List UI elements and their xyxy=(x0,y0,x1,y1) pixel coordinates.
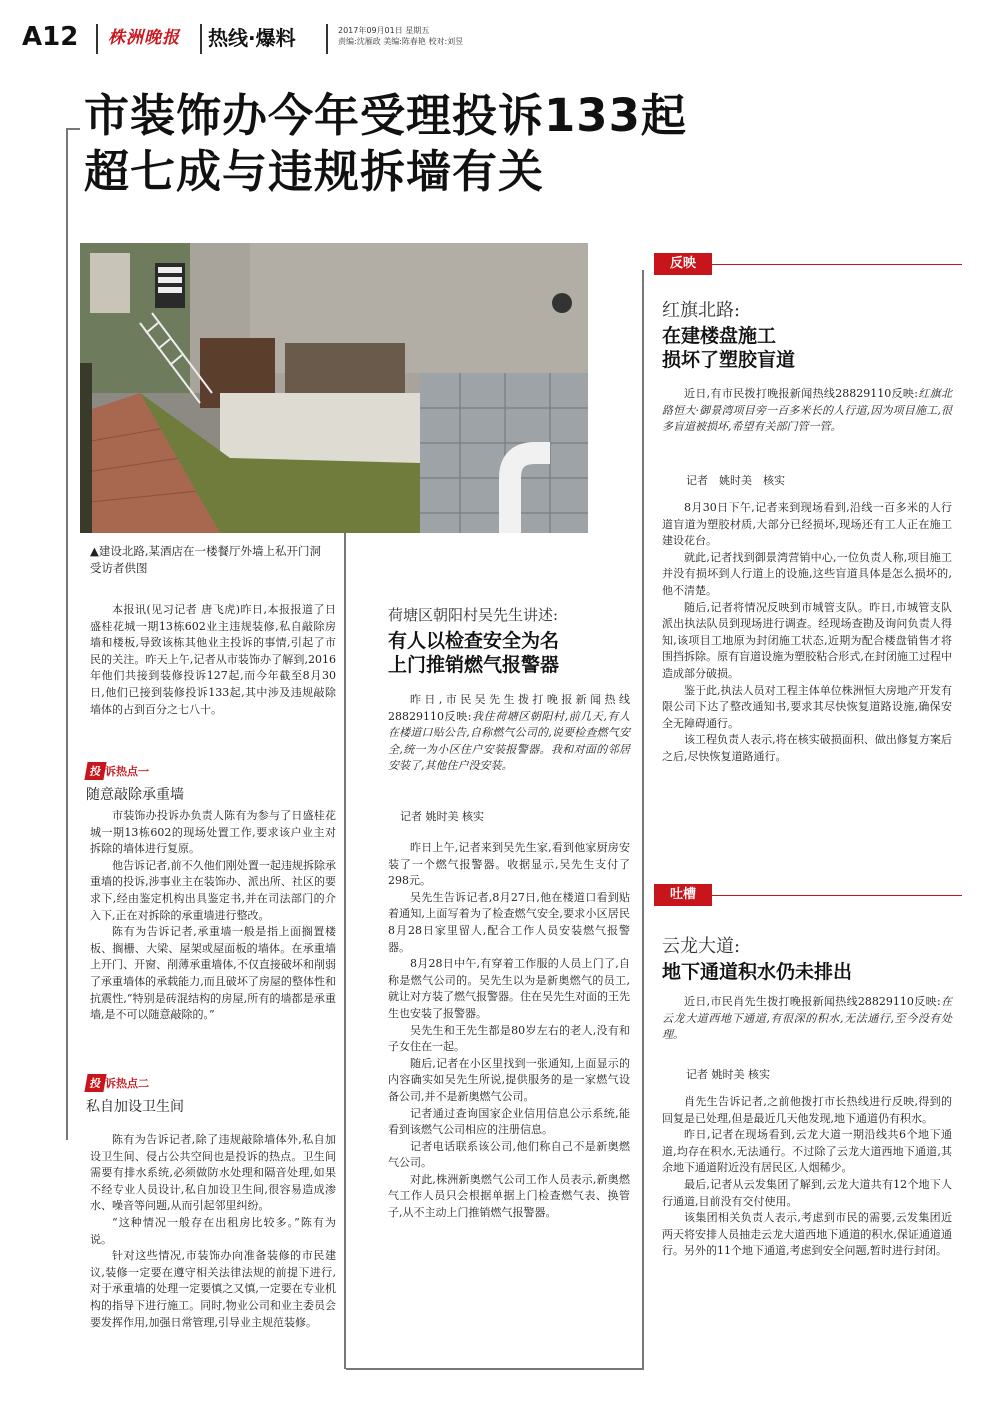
subhead-label: 诉热点一 xyxy=(105,765,149,778)
subhead-tag: 投 xyxy=(84,762,106,780)
paragraph: 鉴于此,执法人员对工程主体单位株洲恒大房地产开发有限公司下达了整改通知书,要求其尽快恢复道路设施,确保安全无障碍通行。 xyxy=(662,683,952,730)
right-top-body xyxy=(662,500,952,766)
byline: 记者 姚时美 核实 xyxy=(686,474,785,487)
main-story-section-1 xyxy=(90,808,336,1024)
byline: 记者 姚时美 核实 xyxy=(686,1068,770,1081)
paragraph: 随后,记者在小区里找到一张通知,上面显示的内容确实如吴先生所说,提供服务的是一家燃气设备公司,并不是新奥燃气公司。 xyxy=(388,1056,630,1103)
header-divider xyxy=(96,24,98,54)
complaint-quote: 在云龙大道西地下通道,有很深的积水,无法通行,至今没有处理。 xyxy=(662,995,952,1042)
header-divider xyxy=(200,24,202,54)
story-kicker: 红旗北路: xyxy=(662,300,741,321)
subhead-label: 诉热点二 xyxy=(105,1077,149,1090)
paragraph: 昨日,记者在现场看到,云龙大道一期沿线共6个地下通道,均存在积水,无法通行。不过除了云龙大道西地下通道,其余地下通道附近没有居民区,人烟稀少。 xyxy=(662,1128,952,1175)
paragraph: 记者电话联系该公司,他们称自己不是新奥燃气公司。 xyxy=(388,1139,630,1170)
paragraph: 吴先生告诉记者,8月27日,他在楼道口看到贴着通知,上面写着为了检查燃气安全,要求小区居民8月28日家里留人,配合工作人员安装燃气报警器。 xyxy=(388,890,630,954)
main-story-lead-text: 本报讯(见习记者 唐飞虎)昨日,本报报道了日盛桂花城一期13栋602业主违规装修,私自敲除房墙和楼板,导致该栋其他业主投诉的事情,引起了市民的关注。昨天上午,记者从市装饰办了解到,2016年他们共接到装修投诉127起,而今年截至8月30日,他们已接到装修投诉133起,其中涉及违规敲除墙体的占到百分之七八十。 xyxy=(90,603,336,716)
paragraph: 针对这些情况,市装饰办向准备装修的市民建议,装修一定要在遵守相关法律法规的前提下进行,对于承重墙的处理一定要慎之又慎,一定要在专业机构的指导下进行施工。同时,物业公司和业主委员会要发挥作用,加强日常管理,引导业主规范装修。 xyxy=(90,1249,336,1329)
story-title: 地下通道积水仍未排出 xyxy=(662,961,853,983)
story-title-line-1: 在建楼盘施工 xyxy=(662,325,777,347)
right-bottom-complaint xyxy=(662,994,952,1044)
complaint-quote: 我住荷塘区朝阳村,前几天,有人在楼道口贴公告,自称燃气公司的,说要检查燃气安全,统一为小区住户安装报警器。我和对面的邻居安装了,其他住户没安装。 xyxy=(388,709,630,773)
paragraph: 随后,记者将情况反映到市城管支队。昨日,市城管支队派出执法队员到现场进行调查。经现场查勘及询问负责人得知,该项目工地原为封闭施工状态,近期为配合楼盘销售才将围挡拆除。原有盲道设施为塑胶粘合形式,在封闭施工过程中造成部分破损。 xyxy=(662,600,952,680)
frame-line xyxy=(346,1368,644,1370)
paragraph: 就此,记者找到御景湾营销中心,一位负责人称,项目施工并没有损坏到人行道上的设施,这些盲道具体是怎么损坏的,他不清楚。 xyxy=(662,550,952,597)
subhead-tag: 投 xyxy=(84,1074,106,1092)
complaint-quote: 红旗北路恒大·御景湾项目旁一百多米长的人行道,因为项目施工,很多盲道被损坏,希望有关部门管一管。 xyxy=(662,387,952,434)
paragraph: 市装饰办投诉办负责人陈有为参与了日盛桂花城一期13栋602的现场处置工作,要求该户业主对拆除的墙体进行复原。 xyxy=(90,809,336,856)
story-title-line-2: 损坏了塑胶盲道 xyxy=(662,349,796,371)
byline: 记者 姚时美 核实 xyxy=(400,810,484,823)
paragraph: 8月28日中午,有穿着工作服的人员上门了,自称是燃气公司的。吴先生以为是新奥燃气的员工,就让对方装了燃气报警器。住在吴先生对面的王先生也安装了报警器。 xyxy=(388,957,630,1020)
complaint-intro: 昨日,市民吴先生拨打晚报新闻热线28829110反映: xyxy=(388,693,630,723)
main-story-section-2 xyxy=(90,1132,336,1331)
subhead-hotspot-2 xyxy=(86,1072,346,1116)
complaint-intro: 近日,市民肖先生拨打晚报新闻热线28829110反映: xyxy=(684,995,941,1008)
paragraph: 记者通过查询国家企业信用信息公示系统,能看到该燃气公司相应的注册信息。 xyxy=(388,1106,630,1137)
right-top-heading xyxy=(662,296,952,372)
story-title-line-2: 上门推销燃气报警器 xyxy=(388,654,560,676)
news-photo xyxy=(80,243,588,533)
tab-rule xyxy=(712,895,962,896)
paragraph: 肖先生告诉记者,之前他拨打市长热线进行反映,得到的回复是已处理,但是最近几天他发现,地下通道仍有积水。 xyxy=(662,1095,952,1125)
paragraph: 最后,记者从云发集团了解到,云龙大道共有12个地下人行通道,目前没有交付使用。 xyxy=(662,1177,952,1208)
tab-fanying: 反映 xyxy=(654,253,712,275)
photo-caption: ▲建设北路,某酒店在一楼餐厅外墙上私开门洞 受访者供图 xyxy=(90,544,333,575)
issue-credits: 责编:沈雁政 美编:陈春艳 校对:刘昱 xyxy=(338,37,464,46)
issue-date: 2017年09月01日 星期五 xyxy=(338,26,430,35)
paragraph: 该工程负责人表示,将在核实破损面积、做出修复方案后之后,尽快恢复道路通行。 xyxy=(662,733,952,763)
tab-tucao: 吐槽 xyxy=(654,884,712,906)
complaint-intro: 近日,有市民拨打晚报新闻热线28829110反映: xyxy=(684,387,918,400)
story-kicker: 云龙大道: xyxy=(662,936,741,957)
right-bottom-body xyxy=(662,1094,952,1260)
story-kicker: 荷塘区朝阳村吴先生讲述: xyxy=(388,606,559,624)
subhead-title: 随意敲除承重墙 xyxy=(86,787,184,803)
masthead-logo: 株洲晚报 xyxy=(108,28,180,48)
photo-wall-with-pipe-icon xyxy=(80,243,588,533)
paragraph: 对此,株洲新奥燃气公司工作人员表示,新奥燃气工作人员只会根据单据上门检查燃气表、换管子,从不主动上门推销燃气报警器。 xyxy=(388,1172,630,1220)
issue-info xyxy=(338,25,498,47)
paragraph: 陈有为告诉记者,除了违规敲除墙体外,私自加设卫生间、侵占公共空间也是投诉的热点。卫生间需要有排水系统,必须做防水处理和隔音处理,如果不经专业人员设计,私自加设卫生间,很容易造成渗水、噪音等问题,从而引起邻里纠纷。 xyxy=(90,1133,336,1213)
story-title-line-1: 有人以检查安全为名 xyxy=(388,630,560,652)
frame-line xyxy=(344,533,346,1369)
frame-line xyxy=(66,128,68,1140)
paragraph: 吴先生和王先生都是80岁左右的老人,没有和子女住在一起。 xyxy=(388,1023,630,1054)
headline-line-2: 超七成与违规拆墙有关 xyxy=(84,145,545,198)
middle-story-complaint xyxy=(388,692,630,775)
main-story-lead xyxy=(90,602,336,718)
paragraph: 8月30日下午,记者来到现场看到,沿线一百多米的人行道盲道为塑胶材质,大部分已经损坏,现场还有工人正在施工建设花台。 xyxy=(662,501,952,548)
tab-rule xyxy=(712,264,962,265)
section-label: 热线·爆料 xyxy=(208,26,296,50)
subhead-hotspot-1 xyxy=(86,760,346,804)
paragraph: 陈有为告诉记者,承重墙一般是指上面搁置楼板、搁栅、大梁、屋架或屋面板的墙体。在承重墙上开门、开窗、削薄承重墙体,不仅直接破坏和削弱了承重墙体的承载能力,而且破坏了房屋的整体性和抗震性,“特别是砖混结构的房屋,所有的墙都是承重墙,是不可以随意敲除的。” xyxy=(90,925,336,1022)
page-headline xyxy=(84,88,844,200)
page-number: A12 xyxy=(22,22,79,52)
right-bottom-heading xyxy=(662,932,952,984)
paragraph: “这种情况一般存在出租房比较多。”陈有为说。 xyxy=(90,1215,336,1246)
frame-line xyxy=(642,270,644,1370)
frame-line xyxy=(66,128,80,130)
header-divider xyxy=(326,24,328,54)
middle-story-heading xyxy=(388,604,628,677)
right-top-complaint xyxy=(662,386,952,436)
subhead-title: 私自加设卫生间 xyxy=(86,1099,184,1115)
paragraph: 该集团相关负责人表示,考虑到市民的需要,云发集团近两天将安排人员抽走云龙大道西地下通道的积水,保证通道通行。另外的11个地下通道,考虑到安全问题,暂时进行封闭。 xyxy=(662,1211,952,1258)
headline-line-1: 市装饰办今年受理投诉133起 xyxy=(84,89,687,142)
paragraph: 昨日上午,记者来到吴先生家,看到他家厨房安装了一个燃气报警器。收据显示,吴先生支付了298元。 xyxy=(388,841,630,888)
middle-story-body xyxy=(388,840,630,1222)
paragraph: 他告诉记者,前不久他们刚处置一起违规拆除承重墙的投诉,涉事业主在装饰办、派出所、社区的要求下,经由鉴定机构出具鉴定书,并在司法部门的介入下,正在对拆除的承重墙进行整改。 xyxy=(90,858,336,922)
